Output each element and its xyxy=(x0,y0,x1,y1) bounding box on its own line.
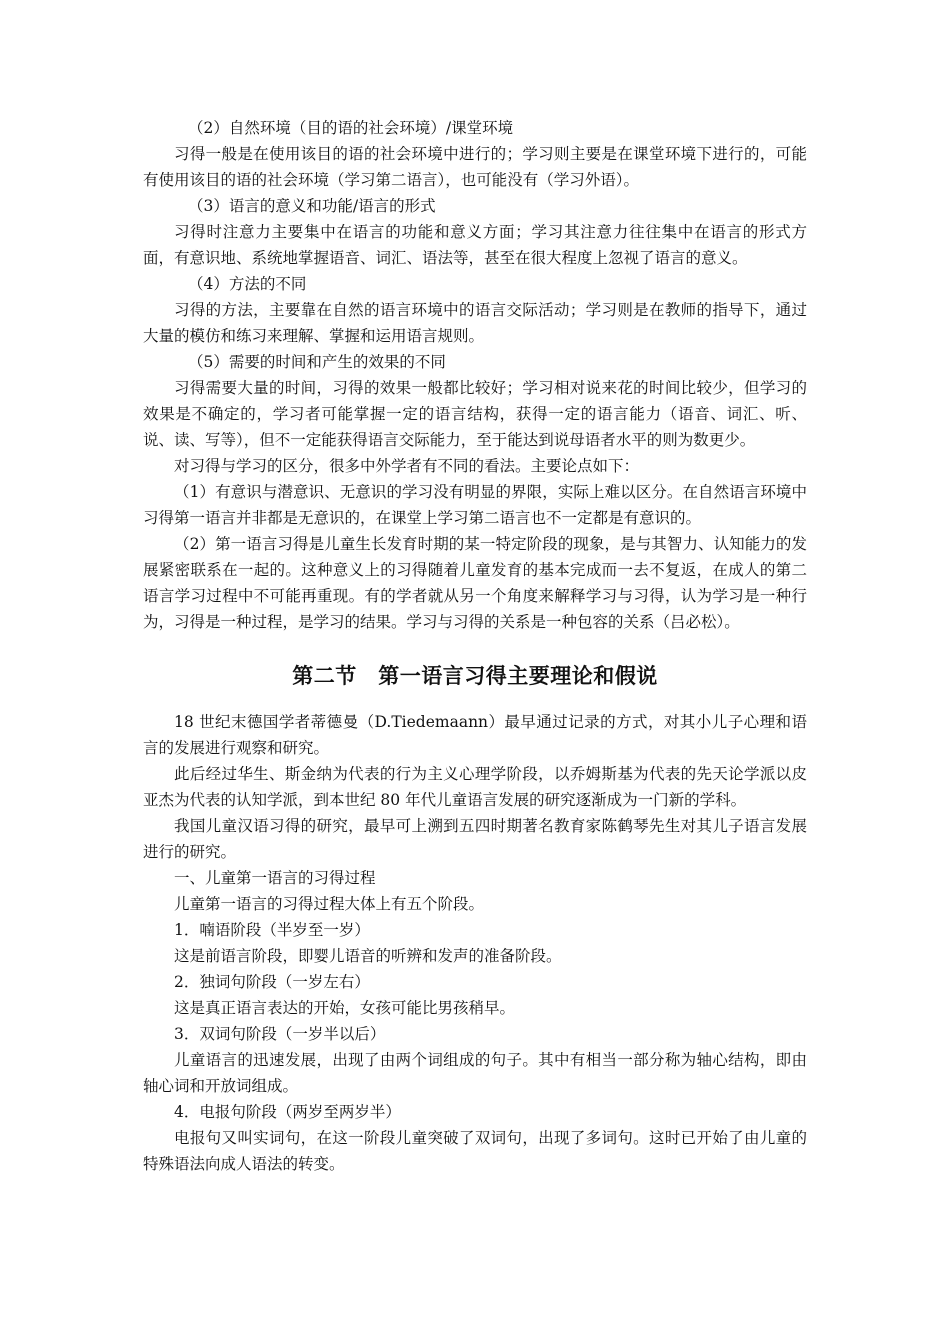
stage-description: 儿童语言的迅速发展，出现了由两个词组成的句子。其中有相当一部分称为轴心结构，即由轴心词和开放词组成。 xyxy=(143,1051,807,1095)
subheading-time-effect: （5）需要的时间和产生的效果的不同 xyxy=(188,353,446,371)
subheading-natural-environment: （2）自然环境（目的语的社会环境）/课堂环境 xyxy=(188,119,514,137)
viewpoint-1: （1）有意识与潜意识、无意识的学习没有明显的界限，实际上难以区分。在自然语言环境中习得第一语言并非都是无意识的，在课堂上学习第二语言也不一定都是有意识的。 xyxy=(143,483,807,527)
stage-description: 电报句又叫实词句，在这一阶段儿童突破了双词句，出现了多词句。这时已开始了由儿童的特殊语法向成人语法的转变。 xyxy=(143,1129,807,1173)
paragraph: 对习得与学习的区分，很多中外学者有不同的看法。主要论点如下： xyxy=(174,457,640,475)
stage-description: 这是真正语言表达的开始，女孩可能比男孩稍早。 xyxy=(174,999,516,1017)
stage-heading-1: 1．喃语阶段（半岁至一岁） xyxy=(174,921,370,939)
section-title: 第二节 第一语言习得主要理论和假说 xyxy=(292,663,658,688)
stage-heading-3: 3．双词句阶段（一岁半以后） xyxy=(174,1025,386,1043)
stage-heading-4: 4．电报句阶段（两岁至两岁半） xyxy=(174,1103,401,1121)
subsection-heading: 一、儿童第一语言的习得过程 xyxy=(174,869,376,887)
stage-heading-2: 2．独词句阶段（一岁左右） xyxy=(174,973,370,991)
paragraph: 18 世纪末德国学者蒂德曼（D.Tiedemaann）最早通过记录的方式，对其小儿子心理和语言的发展进行观察和研究。 xyxy=(143,713,807,757)
document-page xyxy=(143,115,807,1177)
subheading-method: （4）方法的不同 xyxy=(188,275,307,293)
stage-description: 这是前语言阶段，即婴儿语音的听辨和发声的准备阶段。 xyxy=(174,947,562,965)
paragraph: 习得一般是在使用该目的语的社会环境中进行的；学习则主要是在课堂环境下进行的，可能有使用该目的语的社会环境（学习第二语言），也可能没有（学习外语）。 xyxy=(143,145,807,189)
paragraph: 习得时注意力主要集中在语言的功能和意义方面；学习其注意力往往集中在语言的形式方面，有意识地、系统地掌握语音、词汇、语法等，甚至在很大程度上忽视了语言的意义。 xyxy=(143,223,807,267)
paragraph: 习得的方法，主要靠在自然的语言环境中的语言交际活动；学习则是在教师的指导下，通过大量的模仿和练习来理解、掌握和运用语言规则。 xyxy=(143,301,807,345)
paragraph: 习得需要大量的时间，习得的效果一般都比较好；学习相对说来花的时间比较少，但学习的效果是不确定的，学习者可能掌握一定的语言结构，获得一定的语言能力（语音、词汇、听、说、读、写等），但不一定能获得语言交际能力，至于能达到说母语者水平的则为数更少。 xyxy=(143,379,807,449)
paragraph: 我国儿童汉语习得的研究，最早可上溯到五四时期著名教育家陈鹤琴先生对其儿子语言发展进行的研究。 xyxy=(143,817,807,861)
subheading-meaning-form: （3）语言的意义和功能/语言的形式 xyxy=(188,197,436,215)
viewpoint-2: （2）第一语言习得是儿童生长发育时期的某一特定阶段的现象，是与其智力、认知能力的发展紧密联系在一起的。这种意义上的习得随着儿童发育的基本完成而一去不复返，在成人的第二语言学习过程中不可能再重现。有的学者就从另一个角度来解释学习与习得，认为学习是一种行为，习得是一种过程，是学习的结果。学习与习得的关系是一种包容的关系（吕必松）。 xyxy=(143,535,807,631)
paragraph: 儿童第一语言的习得过程大体上有五个阶段。 xyxy=(174,895,485,913)
paragraph: 此后经过华生、斯金纳为代表的行为主义心理学阶段，以乔姆斯基为代表的先天论学派以皮亚杰为代表的认知学派，到本世纪 80 年代儿童语言发展的研究逐渐成为一门新的学科。 xyxy=(143,765,807,809)
